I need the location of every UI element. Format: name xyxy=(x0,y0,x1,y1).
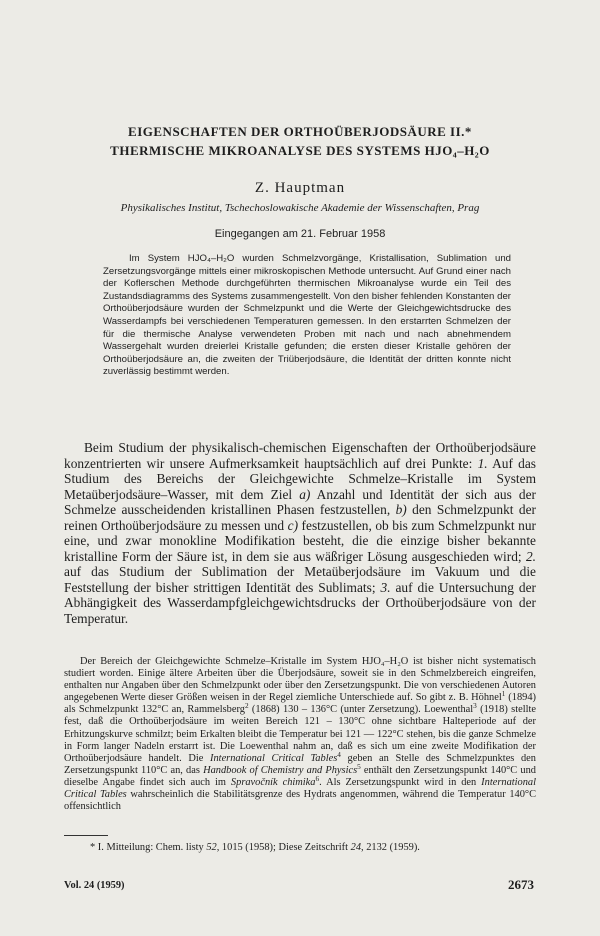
received-date: Eingegangen am 21. Februar 1958 xyxy=(214,228,386,240)
footnote-marker: * xyxy=(90,842,96,853)
page-number: 2673 xyxy=(508,877,534,892)
intro-item-b: b) xyxy=(395,502,407,517)
author-name: Z. Hauptman xyxy=(254,180,346,196)
reference-6: 6 xyxy=(315,774,320,783)
body-text-2: (1894) als Schmelzpunkt 132°C an, Rammelsberg xyxy=(64,692,536,716)
intro-text-4: den Schmelzpunkt der reinen Orthoüberjodsäure zu messen und xyxy=(64,502,536,533)
reference-4: 4 xyxy=(337,750,341,759)
reference-5: 5 xyxy=(357,762,361,771)
footnote-rule xyxy=(64,835,108,836)
citation-ict-1: International Critical Tables xyxy=(210,752,338,764)
intro-text-6: auf das Studium der Sublimation der Metaüberjodsäure im Vakuum und die Feststellung der bisher strittigen Identität des Sublimats; xyxy=(64,564,536,595)
intro-point-1: 1. xyxy=(477,455,488,471)
intro-item-c: c) xyxy=(287,517,299,533)
reference-3: 3 xyxy=(473,702,477,711)
title-line-1: EIGENSCHAFTEN DER ORTHOÜBERJODSÄURE II.* xyxy=(128,124,472,139)
body-text-6: enthält den Zersetzungspunkt 140°C und dieselbe Angabe findet sich auch im xyxy=(64,764,536,788)
body-text-5: geben an Stelle des Schmelzpunktes den Zersetzungspunkt 110°C an, das xyxy=(64,752,536,776)
body-text-7: . Als Zersetzungspunkt wird in den xyxy=(319,776,482,788)
journal-volume: Vol. 24 (1959) xyxy=(64,880,125,891)
footnote xyxy=(90,842,538,853)
body-text-1: Der Bereich der Gleichgewichte Schmelze–Kristalle im System HJO₄–H₂O ist bisher nicht systematisch studiert worden. Einige ältere Arbeiten über die Überjodsäure, soweit sie in den Schmelzbereich eingreifen, enthalten nur Angaben über den Schmelzpunkt oder über den Zersetzungspunkt. Die von verschiedenen Autoren angegebenen Werte dieser Größen weisen in der Regel ziemliche Unterschiede auf. So gibt z. B. Höhnel xyxy=(64,656,536,704)
abstract: Im System HJO₄–H₂O wurden Schmelzvorgänge, Kristallisation, Sublimation und Zersetzungsvorgänge mittels einer mikroskopischen Methode untersucht. Auf Grund einer nach der Koflerschen Methode durchgeführten thermischen Mikroanalyse wurde ein Teil des Zustandsdiagramms des Systems zusammengestellt. Von den bisher fehlenden Konstanten der Orthoüberjodsäure wurden der Schmelzpunkt und die Werte der Gleichgewichtsdrucke des Wasserdampfs bei verschiedenen Temperaturen gemessen. In den erstarrten Schmelzen der für die thermische Analyse verwendeten Proben mit nach und nach abnehmendem Wassergehalt wurden dreierlei Kristalle gefunden; die ersten dieser Kristalle gehören der Orthoüberjodsäure an, die zweiten der Triüberjodsäure, die Identität der dritten konnte nicht zuverlässig bestimmt werden. xyxy=(103,253,511,378)
footnote-text-3: 2132 (1959). xyxy=(363,842,420,853)
footnote-volume-1: 52, xyxy=(206,842,220,853)
author-institute: Physikalisches Institut, Tschechoslowakische Akademie der Wissenschaften, Prag xyxy=(120,202,480,214)
title-line-2: THERMISCHE MIKROANALYSE DES SYSTEMS HJO₄–H₂O xyxy=(110,143,490,158)
article-title xyxy=(40,122,560,160)
citation-ict-2: International Critical Tables xyxy=(64,776,537,801)
intro-text-1: Beim Studium der physikalisch-chemischen Eigenschaften der Orthoüberjodsäure konzentrierten wir unsere Aufmerksamkeit hauptsächlich auf drei Punkte: xyxy=(64,440,536,471)
citation-spravocnik: Spravočník chimika xyxy=(230,776,316,788)
intro-point-3: 3. xyxy=(380,579,391,595)
intro-text-7: auf die Untersuchung der Abhängigkeit des Wasserdampfgleichgewichtsdrucks der Orthoüberjodsäure von der Temperatur. xyxy=(64,579,536,626)
body-text-8: wahrscheinlich die Stabilitätsgrenze des Hydrats angenommen, während die Temperatur 140°C offensichtlich xyxy=(64,789,537,813)
reference-2: 2 xyxy=(244,702,249,711)
body-text-3: (1868) 130 – 136°C (unter Zersetzung). Loewenthal xyxy=(248,704,474,716)
footnote-text-1: I. Mitteilung: Chem. listy xyxy=(95,842,207,853)
reference-1: 1 xyxy=(501,690,506,699)
citation-handbook: Handbook of Chemistry and Physics xyxy=(203,764,358,776)
intro-item-a: a) xyxy=(299,486,311,502)
body-text-4: (1918) stellte fest, daß die Orthoüberjodsäure im weiten Bereich 121 – 130°C ohne sichtbare Halteperiode auf der Erhitzungskurve schmilzt; beim Erkalten bleibt die Temperatur bei 121 — 122°C stehen, bis die ganze Schmelze in Form langer Nadeln erstarrt ist. Die Loewenthal nahm an, daß es sich um eine zweite Modifikation der Orthoüberjodsäure handelt. Die xyxy=(64,704,536,764)
introduction-paragraph xyxy=(64,440,536,626)
intro-point-2: 2. xyxy=(525,548,536,564)
intro-text-5: festzustellen, ob bis zum Schmelzpunkt nur eine, und zwar monokline Modifikation besteht, die die einzige bisher bekannte kristalline Form der Säure ist, in dem sie aus wäßriger Lösung ausgeschieden wird; xyxy=(64,517,536,564)
body-paragraph xyxy=(64,656,536,813)
intro-text-2: Auf das Studium des Bereichs der Gleichgewichte Schmelze–Kristalle im System Metaüberjodsäure–Wasser, mit dem Ziel xyxy=(64,455,536,502)
footnote-volume-2: 24, xyxy=(350,842,364,853)
footnote-text-2: 1015 (1958); Diese Zeitschrift xyxy=(219,842,351,853)
intro-text-3: Anzahl und Identität der sich aus der Schmelze ausscheidenden kristallinen Phasen festzustellen, xyxy=(64,486,536,517)
